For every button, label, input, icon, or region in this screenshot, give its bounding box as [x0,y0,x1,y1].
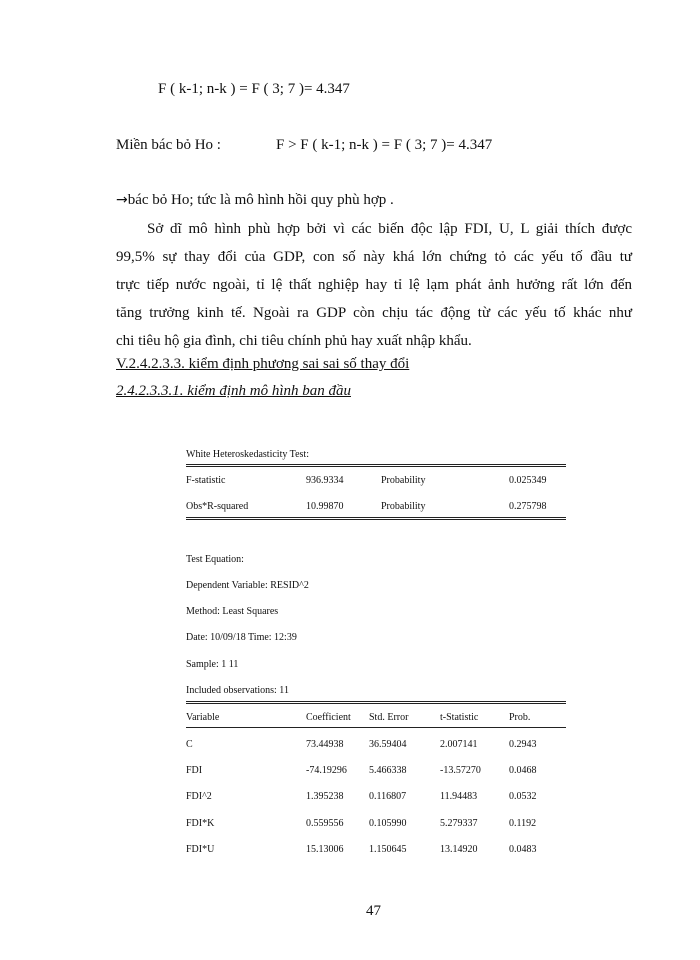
cell-t-statistic: 5.279337 [440,818,478,829]
explanation-paragraph [116,215,632,355]
white-row-value: 10.99870 [306,501,344,512]
subsection-heading: 2.4.2.3.3.1. kiểm định mô hình ban đầu [116,383,351,399]
conclusion-line [116,192,394,209]
method: Method: Least Squares [186,606,279,617]
col-header-variable: Variable [186,712,220,723]
white-row-prob-label: Probability [381,501,426,512]
cell-prob: 0.0468 [509,765,537,776]
paragraph-line: Sở dĩ mô hình phù hợp bởi vì các biến độc lập FDI, U, L giải thích được [147,221,632,237]
cell-std-error: 36.59404 [369,739,407,750]
white-row-label: F-statistic [186,475,226,486]
col-header-coefficient: Coefficient [306,712,351,723]
cell-prob: 0.1192 [509,818,537,829]
table-rule [186,701,566,704]
white-row-prob: 0.025349 [509,475,547,486]
cell-std-error: 1.150645 [369,844,407,855]
conclusion-text: bác bỏ Ho; tức là mô hình hồi quy phù hợp . [127,192,394,208]
cell-variable: FDI [186,765,203,776]
cell-std-error: 0.116807 [369,791,407,802]
cell-coefficient: 15.13006 [306,844,344,855]
paragraph-line: chi tiêu hộ gia đình, chi tiêu chính phủ hay xuất nhập khẩu. [116,333,472,349]
cell-prob: 0.0532 [509,791,537,802]
white-test-title: White Heteroskedasticity Test: [186,449,309,460]
cell-t-statistic: 11.94483 [440,791,478,802]
sample: Sample: 1 11 [186,659,239,670]
rejection-region-label: Miền bác bỏ Ho : [116,137,221,153]
cell-t-statistic: 2.007141 [440,739,478,750]
table-rule [186,464,566,467]
white-row-prob: 0.275798 [509,501,547,512]
paragraph-line: 99,5% sự thay đổi của GDP, con số này khá lớn chứng tỏ các yếu tố đầu tư [116,249,632,265]
cell-variable: FDI^2 [186,791,212,802]
table-rule [186,517,566,520]
cell-variable: FDI*U [186,844,215,855]
cell-coefficient: 73.44938 [306,739,344,750]
f-critical-formula: F ( k-1; n-k ) = F ( 3; 7 )= 4.347 [158,81,350,97]
cell-variable: C [186,739,193,750]
cell-std-error: 5.466338 [369,765,407,776]
table-rule [186,727,566,728]
white-row-value: 936.9334 [306,475,344,486]
right-arrow-icon: → [116,192,128,208]
included-observations: Included observations: 11 [186,685,289,696]
cell-prob: 0.2943 [509,739,537,750]
paragraph-line: tăng trưởng kinh tế. Ngoài ra GDP còn chịu tác động từ các yếu tố khác như [116,305,632,321]
cell-std-error: 0.105990 [369,818,407,829]
cell-coefficient: -74.19296 [306,765,347,776]
paragraph-line: trực tiếp nước ngoài, tỉ lệ thất nghiệp hay tỉ lệ lạm phát ảnh hưởng rất lớn đến [116,277,632,293]
dependent-variable: Dependent Variable: RESID^2 [186,580,309,591]
cell-t-statistic: -13.57270 [440,765,481,776]
cell-variable: FDI*K [186,818,215,829]
rejection-region-formula: F > F ( k-1; n-k ) = F ( 3; 7 )= 4.347 [276,137,493,153]
white-row-prob-label: Probability [381,475,426,486]
col-header-std-error: Std. Error [369,712,409,723]
section-heading: V.2.4.2.3.3. kiểm định phương sai sai số thay đổi [116,356,410,372]
cell-coefficient: 0.559556 [306,818,344,829]
white-row-label: Obs*R-squared [186,501,249,512]
cell-coefficient: 1.395238 [306,791,344,802]
test-equation-title: Test Equation: [186,554,244,565]
date-time: Date: 10/09/18 Time: 12:39 [186,632,297,643]
page-number: 47 [366,903,381,919]
cell-prob: 0.0483 [509,844,537,855]
cell-t-statistic: 13.14920 [440,844,478,855]
col-header-prob: Prob. [509,712,531,723]
col-header-t-statistic: t-Statistic [440,712,479,723]
